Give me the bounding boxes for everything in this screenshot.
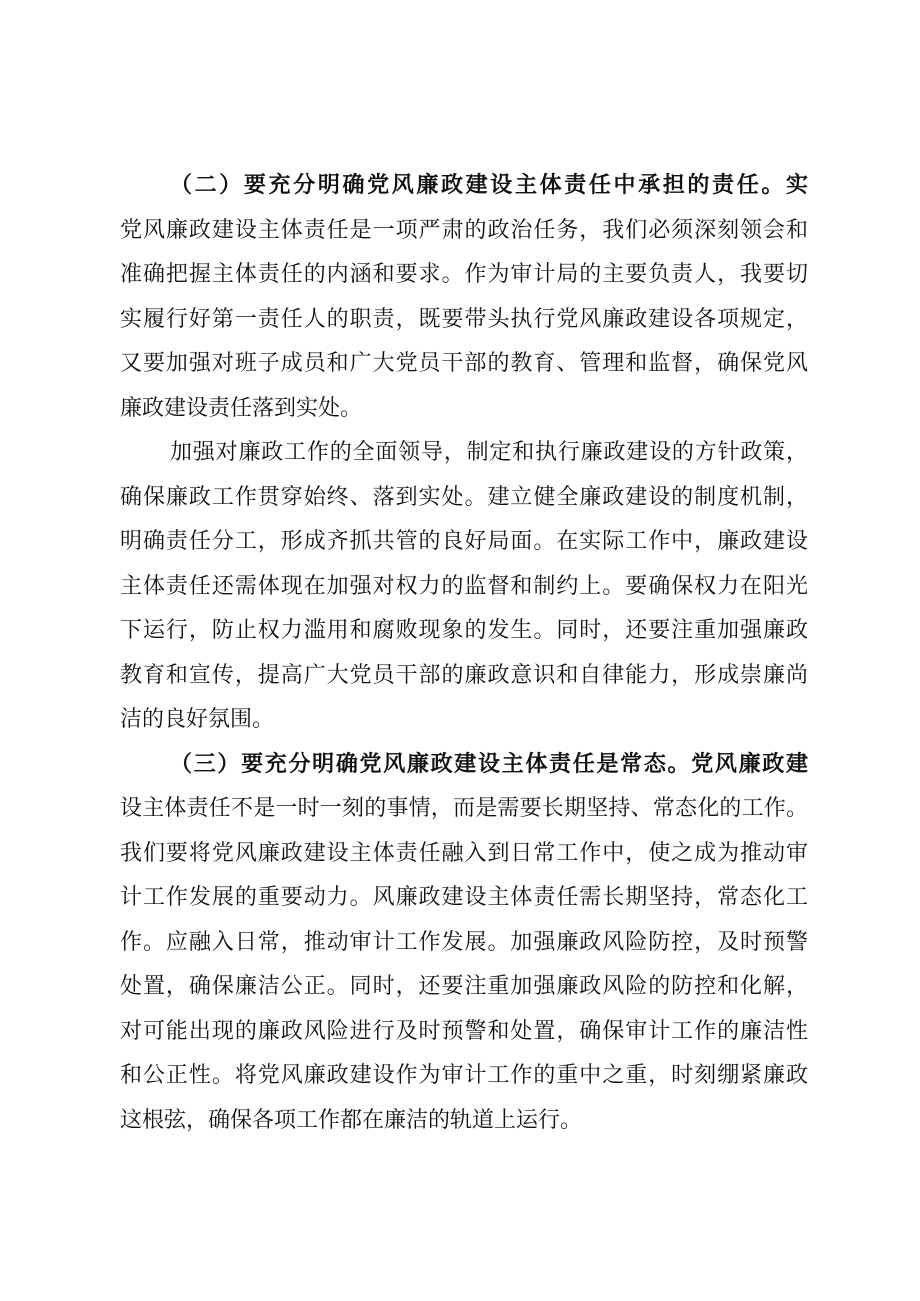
section3-first-line [120, 743, 808, 788]
section3-line: 这根弦，确保各项工作都在廉洁的轨道上运行。 [120, 1107, 583, 1133]
section2-line: 党风廉政建设主体责任是一项严肃的政治任务，我们必须深刻领会和 [120, 217, 808, 243]
paragraph2-line: 主体责任还需体现在加强对权力的监督和制约上。要确保权力在阳光 [120, 573, 808, 599]
section2-line-0: 实 [785, 173, 808, 198]
section3-heading: （三）要充分明确党风廉政建设主体责任是常态。 [170, 751, 692, 777]
section3-line-0: 党风廉政建 [691, 751, 808, 777]
section2-line: 实履行好第一责任人的职责，既要带头执行党风廉政建设各项规定， [120, 306, 808, 332]
section2-heading: （二）要充分明确党风廉政建设主体责任中承担的责任。 [170, 173, 786, 198]
section3-line: 和公正性。将党风廉政建设作为审计工作的重中之重，时刻绷紧廉政 [120, 1063, 808, 1088]
section3-line: 计工作发展的重要动力。风廉政建设主体责任需长期坚持，常态化工 [120, 885, 808, 910]
section3-line: 对可能出现的廉政风险进行及时预警和处置，确保审计工作的廉洁性 [120, 1018, 808, 1044]
paragraph2-line: 明确责任分工，形成齐抓共管的良好局面。在实际工作中，廉政建设 [120, 529, 808, 554]
paragraph2-line: 教育和宣传，提高广大党员干部的廉政意识和自律能力，形成崇廉尚 [120, 662, 808, 688]
section3-line: 设主体责任不是一时一刻的事情，而是需要长期坚持、常态化的工作。 [120, 796, 808, 821]
section3-line: 处置，确保廉洁公正。同时，还要注重加强廉政风险的防控和化解， [120, 974, 808, 999]
paragraph2-line: 下运行，防止权力滥用和腐败现象的发生。同时，还要注重加强廉政 [120, 618, 808, 643]
paragraph2-line: 加强对廉政工作的全面领导，制定和执行廉政建设的方针政策， [170, 440, 808, 465]
section2-line: 廉政建设责任落到实处。 [120, 395, 363, 421]
section3-line: 我们要将党风廉政建设主体责任融入到日常工作中，使之成为推动审 [120, 840, 808, 866]
section2-first-line [120, 164, 808, 209]
section2-line: 准确把握主体责任的内涵和要求。作为审计局的主要负责人，我要切 [120, 262, 808, 287]
section2-line: 又要加强对班子成员和广大党员干部的教育、管理和监督，确保党风 [120, 351, 808, 376]
document-body [120, 164, 808, 1143]
paragraph2-line: 洁的良好氛围。 [120, 707, 275, 732]
paragraph2-line: 确保廉政工作贯穿始终、落到实处。建立健全廉政建设的制度机制， [120, 484, 808, 510]
section3-line: 作。应融入日常，推动审计工作发展。加强廉政风险防控，及时预警 [120, 929, 808, 955]
